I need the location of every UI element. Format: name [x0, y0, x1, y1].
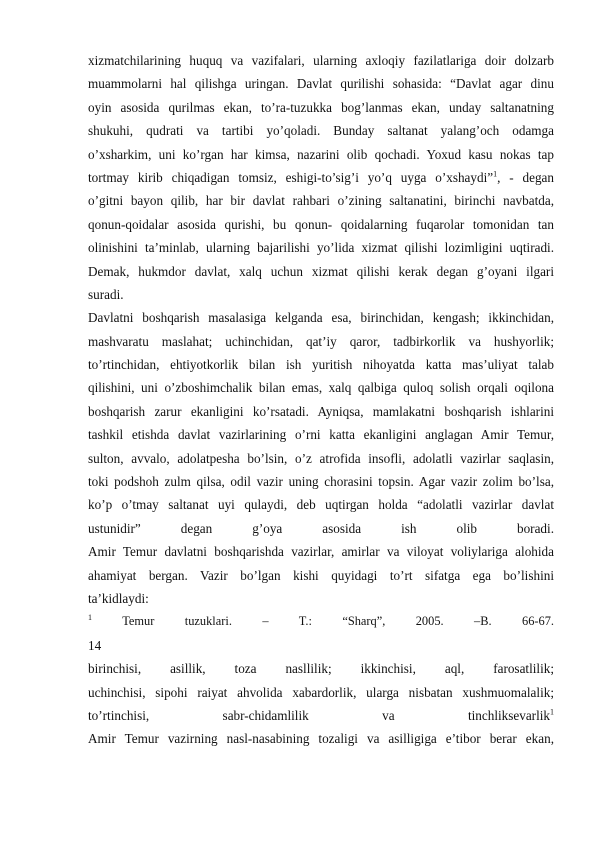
- footnote-mark: 1: [88, 613, 92, 623]
- text-line: ahamiyat bergan. Vazir bo’lgan kishi quyidagi to’rt sifatga ega bo’lishini: [88, 567, 554, 583]
- footnote-text: Temur tuzuklari. – T.: “Sharq”, 2005. –B. 66-67.: [122, 614, 554, 629]
- text-line: o’xsharkim, uni ko’rgan har kimsa, nazarini olib qochadi. Yoxud kasu nokas tap: [88, 146, 554, 162]
- text-segment: to’rtinchisi, sabr-chidamlilik va tinchliksevarlik: [88, 707, 550, 723]
- text-line: uchinchisi, sipohi raiyat ahvolida xabardorlik, ularga nisbatan xushmuomalalik;: [88, 684, 554, 700]
- text-line: shukuhi, qudrati va tartibi yo’qoladi. Bunday saltanat yalang’och odamga: [88, 123, 554, 139]
- footnote: [88, 610, 554, 633]
- text-line: Amir Temur vazirning nasl-nasabining tozaligi va asilligiga e’tibor berar ekan,: [88, 731, 554, 747]
- text-line: to’rtinchidan, ehtiyotkorlik bilan ish yuritish nihoyatda katta mas’uliyat talab: [88, 357, 554, 373]
- page-number: 14: [88, 637, 102, 653]
- text-line: muammolarni hal qilishga uringan. Davlat qurilishi sohasida: “Davlat agar dinu: [88, 76, 554, 92]
- text-segment: tortmay kirib chiqadigan tomsiz, eshigi-to’sig’i yo’q uyga o’xshaydi”: [88, 169, 494, 185]
- footnote-reference: 1: [550, 707, 554, 717]
- text-line: ustunidir” degan g’oya asosida ish olib boradi.: [88, 520, 554, 536]
- document-page: [88, 49, 554, 751]
- text-line: xizmatchilarining huquq va vazifalari, ularning axloqiy fazilatlariga doir dolzarb: [88, 53, 554, 68]
- text-line: suradi.: [88, 286, 124, 302]
- text-line: sulton, avvalo, adolatpesha bo’lsin, o’z atrofida insofli, adolatli vazirlar saqlasin,: [88, 450, 554, 466]
- text-line: boshqarish zarur ekanligini ko’rsatadi. Ayniqsa, mamlakatni boshqarish ishlarini: [88, 403, 554, 419]
- text-line-with-footnote-ref: [88, 166, 554, 189]
- text-line: Davlatni boshqarish masalasiga kelganda esa, birinchidan, kengash; ikkinchidan,: [88, 310, 554, 326]
- text-line-with-footnote-ref: [88, 704, 554, 727]
- text-line: tashkil etishda davlat vazirlarining o’rni katta ekanligini anglagan Amir Temur,: [88, 427, 554, 443]
- text-line: mashvaratu maslahat; uchinchidan, qat’iy qaror, tadbirkorlik va hushyorlik;: [88, 333, 554, 349]
- text-line: toki podshoh zulm qilsa, odil vazir uning chorasini topsin. Agar vazir zolim bo’lsa,: [88, 474, 554, 490]
- text-line: Amir Temur davlatni boshqarishda vazirlar, amirlar va viloyat voliylariga alohida: [88, 544, 554, 560]
- text-line: birinchisi, asillik, toza nasllilik; ikkinchisi, aql, farosatlilik;: [88, 661, 554, 677]
- text-segment: , - degan: [497, 169, 554, 185]
- text-line: o’gitni bayon qilib, har bir davlat rahbari o’zining saltanatini, birinchi navbatda,: [88, 193, 554, 209]
- text-line: qonun-qoidalar asosida qurishi, bu qonun- qoidalarning fuqarolar tomonidan tan: [88, 216, 554, 232]
- text-line: Demak, hukmdor davlat, xalq uchun xizmat qilishi kerak degan g’oyani ilgari: [88, 263, 554, 279]
- footnote-reference: 1: [493, 169, 498, 179]
- text-line: oyin asosida qurilmas ekan, to’ra-tuzukka bog’lanmas ekan, unday saltanatning: [88, 99, 554, 115]
- text-line: olinishini ta’minlab, ularning bajarilishi yo’lida xizmat qilishi lozimligini uqtiradi.: [88, 240, 554, 256]
- text-line: ko’p o’tmay saltanat uyi qulaydi, deb uqtirgan holda “adolatli vazirlar davlat: [88, 497, 554, 513]
- text-line: qilishini, uni o’zboshimchalik bilan emas, xalq qalbiga quloq solish orqali oqilona: [88, 380, 554, 396]
- text-line: ta’kidlaydi:: [88, 590, 149, 606]
